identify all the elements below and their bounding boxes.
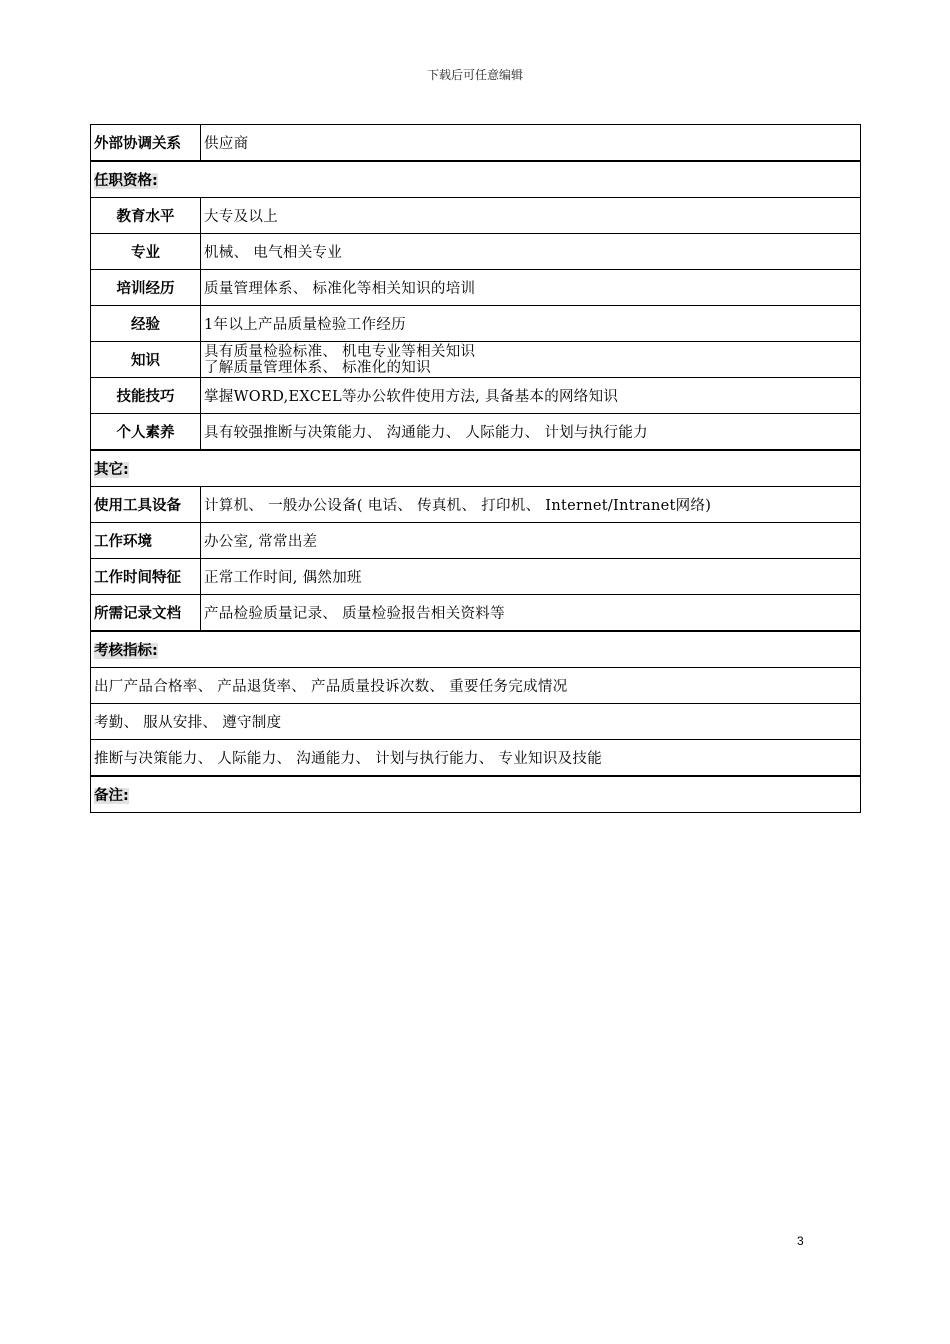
education-value: 大专及以上	[201, 198, 861, 234]
training-label: 培训经历	[91, 270, 201, 306]
external-relations-value: 供应商	[201, 125, 861, 162]
row-assessment-1	[91, 668, 861, 704]
row-tools	[91, 487, 861, 523]
section-assessment	[91, 631, 861, 668]
row-training	[91, 270, 861, 306]
row-personal	[91, 414, 861, 451]
qualifications-title: 任职资格:	[94, 173, 158, 189]
knowledge-value	[201, 342, 861, 378]
section-qualifications	[91, 161, 861, 198]
assessment-item-3: 推断与决策能力、 人际能力、 沟通能力、 计划与执行能力、 专业知识及技能	[91, 740, 861, 777]
row-records	[91, 595, 861, 632]
skills-label: 技能技巧	[91, 378, 201, 414]
tools-label: 使用工具设备	[91, 487, 201, 523]
row-worktime	[91, 559, 861, 595]
assessment-item-1: 出厂产品合格率、 产品退货率、 产品质量投诉次数、 重要任务完成情况	[91, 668, 861, 704]
row-education	[91, 198, 861, 234]
row-knowledge	[91, 342, 861, 378]
knowledge-label: 知识	[91, 342, 201, 378]
external-relations-label: 外部协调关系	[91, 125, 201, 162]
row-major	[91, 234, 861, 270]
personal-label: 个人素养	[91, 414, 201, 451]
records-label: 所需记录文档	[91, 595, 201, 632]
major-label: 专业	[91, 234, 201, 270]
environment-label: 工作环境	[91, 523, 201, 559]
assessment-title: 考核指标:	[94, 643, 158, 659]
skills-value: 掌握WORD,EXCEL等办公软件使用方法, 具备基本的网络知识	[201, 378, 861, 414]
other-title: 其它:	[94, 462, 129, 478]
row-assessment-2	[91, 704, 861, 740]
worktime-value: 正常工作时间, 偶然加班	[201, 559, 861, 595]
knowledge-line-2: 了解质量管理体系、 标准化的知识	[204, 359, 431, 376]
training-value: 质量管理体系、 标准化等相关知识的培训	[201, 270, 861, 306]
knowledge-line-1: 具有质量检验标准、 机电专业等相关知识	[204, 343, 476, 360]
personal-value: 具有较强推断与决策能力、 沟通能力、 人际能力、 计划与执行能力	[201, 414, 861, 451]
section-other	[91, 450, 861, 487]
education-label: 教育水平	[91, 198, 201, 234]
row-assessment-3	[91, 740, 861, 777]
page-number: 3	[797, 1234, 804, 1248]
row-external-relations	[91, 125, 861, 162]
major-value: 机械、 电气相关专业	[201, 234, 861, 270]
job-description-table	[90, 124, 861, 813]
remarks-title: 备注:	[94, 788, 129, 804]
experience-value: 1年以上产品质量检验工作经历	[201, 306, 861, 342]
worktime-label: 工作时间特征	[91, 559, 201, 595]
assessment-item-2: 考勤、 服从安排、 遵守制度	[91, 704, 861, 740]
environment-value: 办公室, 常常出差	[201, 523, 861, 559]
row-experience	[91, 306, 861, 342]
row-environment	[91, 523, 861, 559]
records-value: 产品检验质量记录、 质量检验报告相关资料等	[201, 595, 861, 632]
tools-value: 计算机、 一般办公设备( 电话、 传真机、 打印机、 Internet/Intranet网络)	[201, 487, 861, 523]
page-header: 下载后可任意编辑	[426, 68, 523, 82]
experience-label: 经验	[91, 306, 201, 342]
row-skills	[91, 378, 861, 414]
section-remarks	[91, 776, 861, 813]
